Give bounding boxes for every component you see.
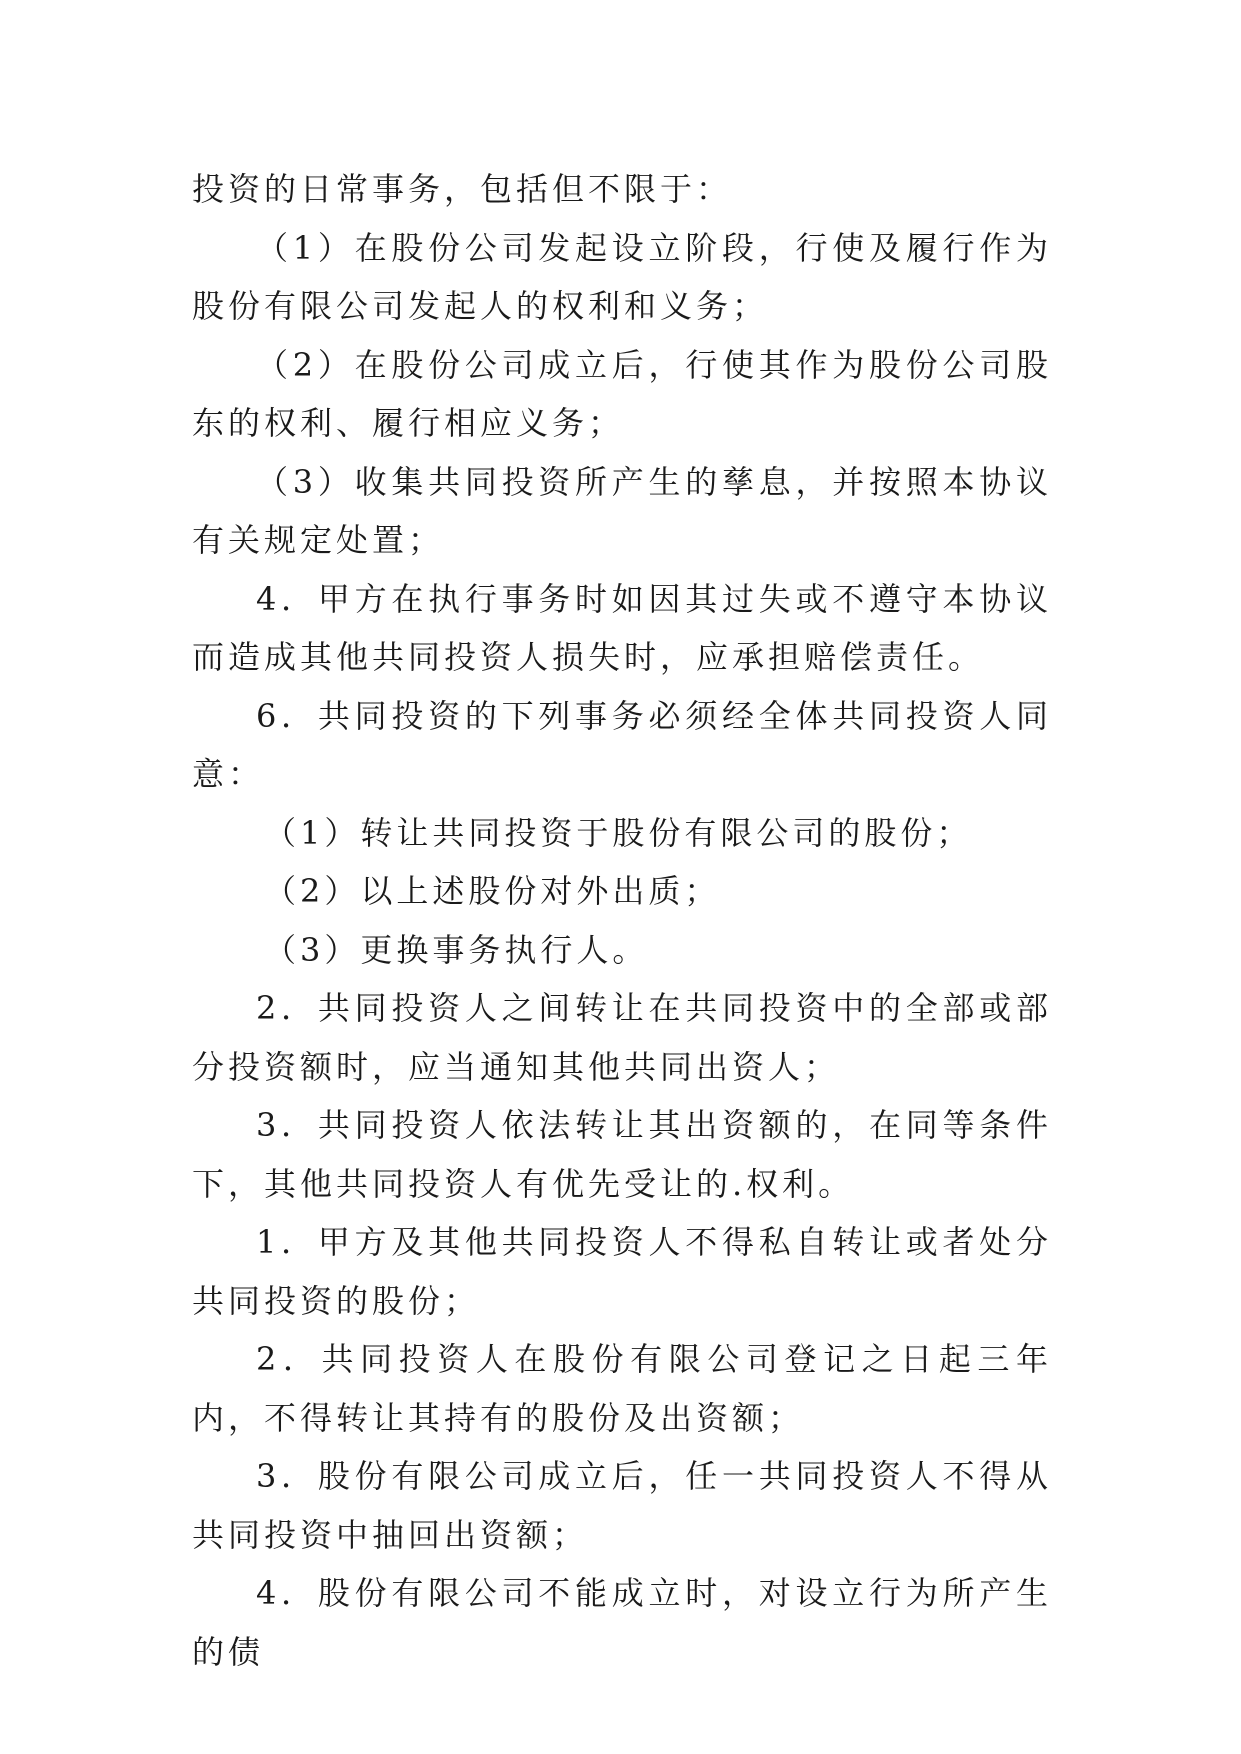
paragraph: （1）转让共同投资于股份有限公司的股份； xyxy=(264,813,973,852)
paragraph: 1．甲方及其他共同投资人不得私自转让或者处分共同投资的股份； xyxy=(192,1223,1052,1320)
paragraph: （3）更换事务执行人。 xyxy=(264,930,649,969)
paragraph: 6．共同投资的下列事务必须经全体共同投资人同意： xyxy=(192,696,1052,793)
paragraph: 4．股份有限公司不能成立时，对设立行为所产生的债 xyxy=(192,1574,1052,1671)
paragraph: 4．甲方在执行事务时如因其过失或不遵守本协议而造成其他共同投资人损失时，应承担赔偿责任。 xyxy=(192,579,1052,676)
paragraph: （2）以上述股份对外出质； xyxy=(264,872,721,910)
paragraph: 投资的日常事务，包括但不限于： xyxy=(192,170,733,208)
document-body xyxy=(192,160,1052,1681)
paragraph: 2．共同投资人之间转让在共同投资中的全部或部分投资额时，应当通知其他共同出资人； xyxy=(192,989,1052,1086)
paragraph: （2）在股份公司成立后，行使其作为股份公司股东的权利、履行相应义务； xyxy=(192,345,1052,442)
paragraph: （1）在股份公司发起设立阶段，行使及履行作为股份有限公司发起人的权利和义务； xyxy=(192,228,1052,325)
paragraph: （3）收集共同投资所产生的孳息，并按照本协议有关规定处置； xyxy=(192,462,1052,559)
paragraph: 3．共同投资人依法转让其出资额的，在同等条件下，其他共同投资人有优先受让的.权利。 xyxy=(192,1106,1052,1203)
paragraph: 3．股份有限公司成立后，任一共同投资人不得从共同投资中抽回出资额； xyxy=(192,1457,1052,1554)
paragraph: 2．共同投资人在股份有限公司登记之日起三年内，不得转让其持有的股份及出资额； xyxy=(192,1340,1052,1437)
